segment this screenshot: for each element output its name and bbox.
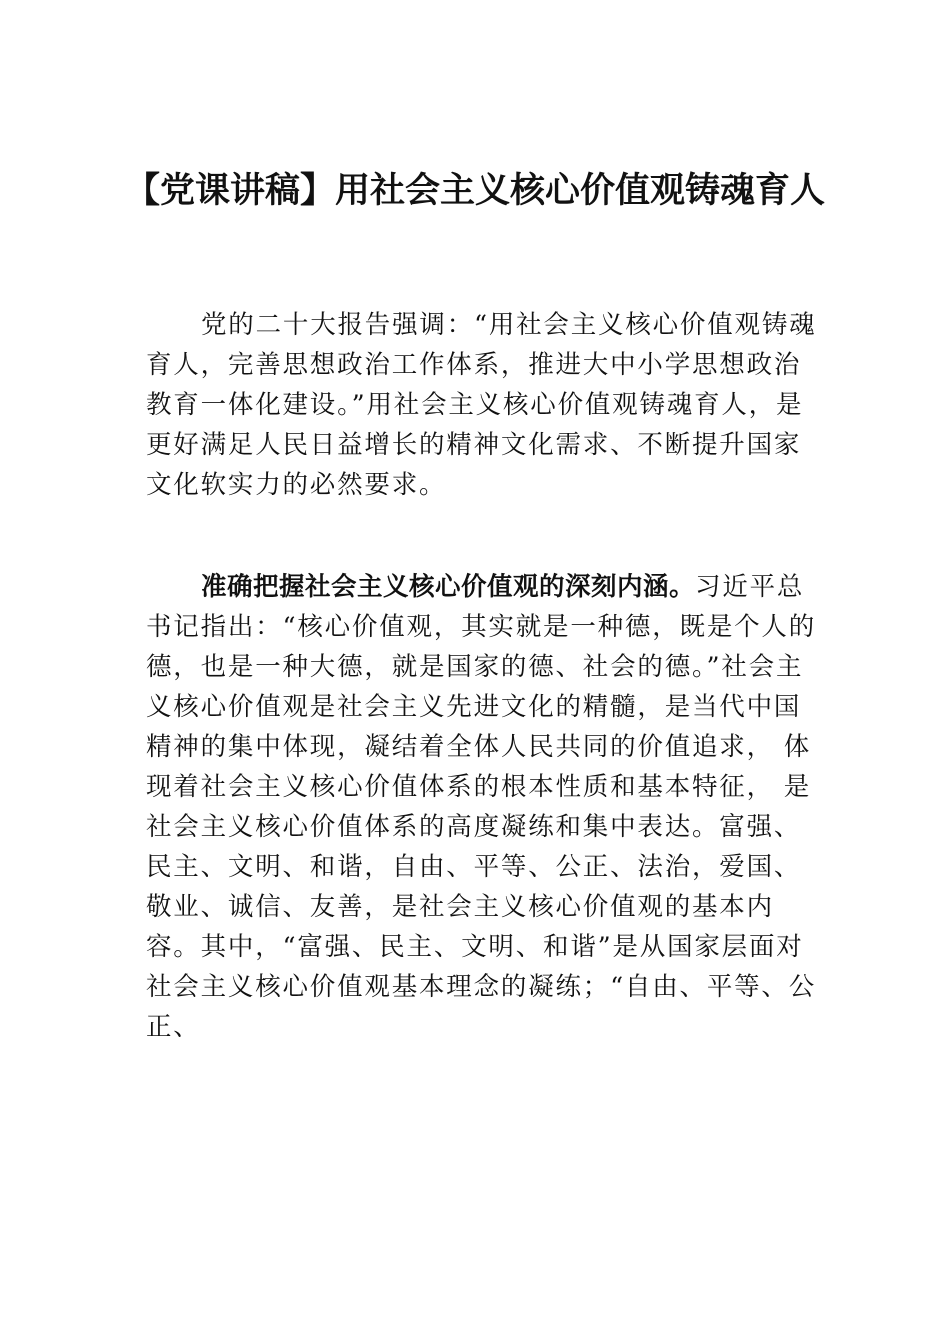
paragraph-body-text: 习近平总书记指出：“核心价值观，其实就是一种德，既是个人的德，也是一种大德，就是国家的德、社会的德。”社会主义核心价值观是社会主义先进文化的精髓，是当代中国精神的集中体现，凝结着全体人民共同的价值追求， 体现着社会主义核心价值体系的根本性质和基本特征， 是社会主义核心价值体系的高度凝练和集中表达。富强、民主、文明、和谐，自由、平等、公正、法治，爱国、敬业、诚信、友善，是社会主义核心价值观的基本内容。其中，“富强、民主、文明、和谐”是从国家层面对社会主义核心价值观基本理念的凝练；“自由、平等、公正、 bbox=[146, 572, 817, 1042]
paragraph-lead-heading: 准确把握社会主义核心价值观的深刻内涵。 bbox=[201, 572, 696, 602]
document-title: 【党课讲稿】用社会主义核心价值观铸魂育人 bbox=[124, 171, 825, 211]
paragraph-intro: 党的二十大报告强调：“用社会主义核心价值观铸魂育人，完善思想政治工作体系，推进大中小学思想政治教育一体化建设。”用社会主义核心价值观铸魂育人，是更好满足人民日益增长的精神文化需求、不断提升国家文化软实力的必然要求。 bbox=[146, 310, 817, 500]
paragraph-core-values bbox=[146, 567, 826, 1047]
